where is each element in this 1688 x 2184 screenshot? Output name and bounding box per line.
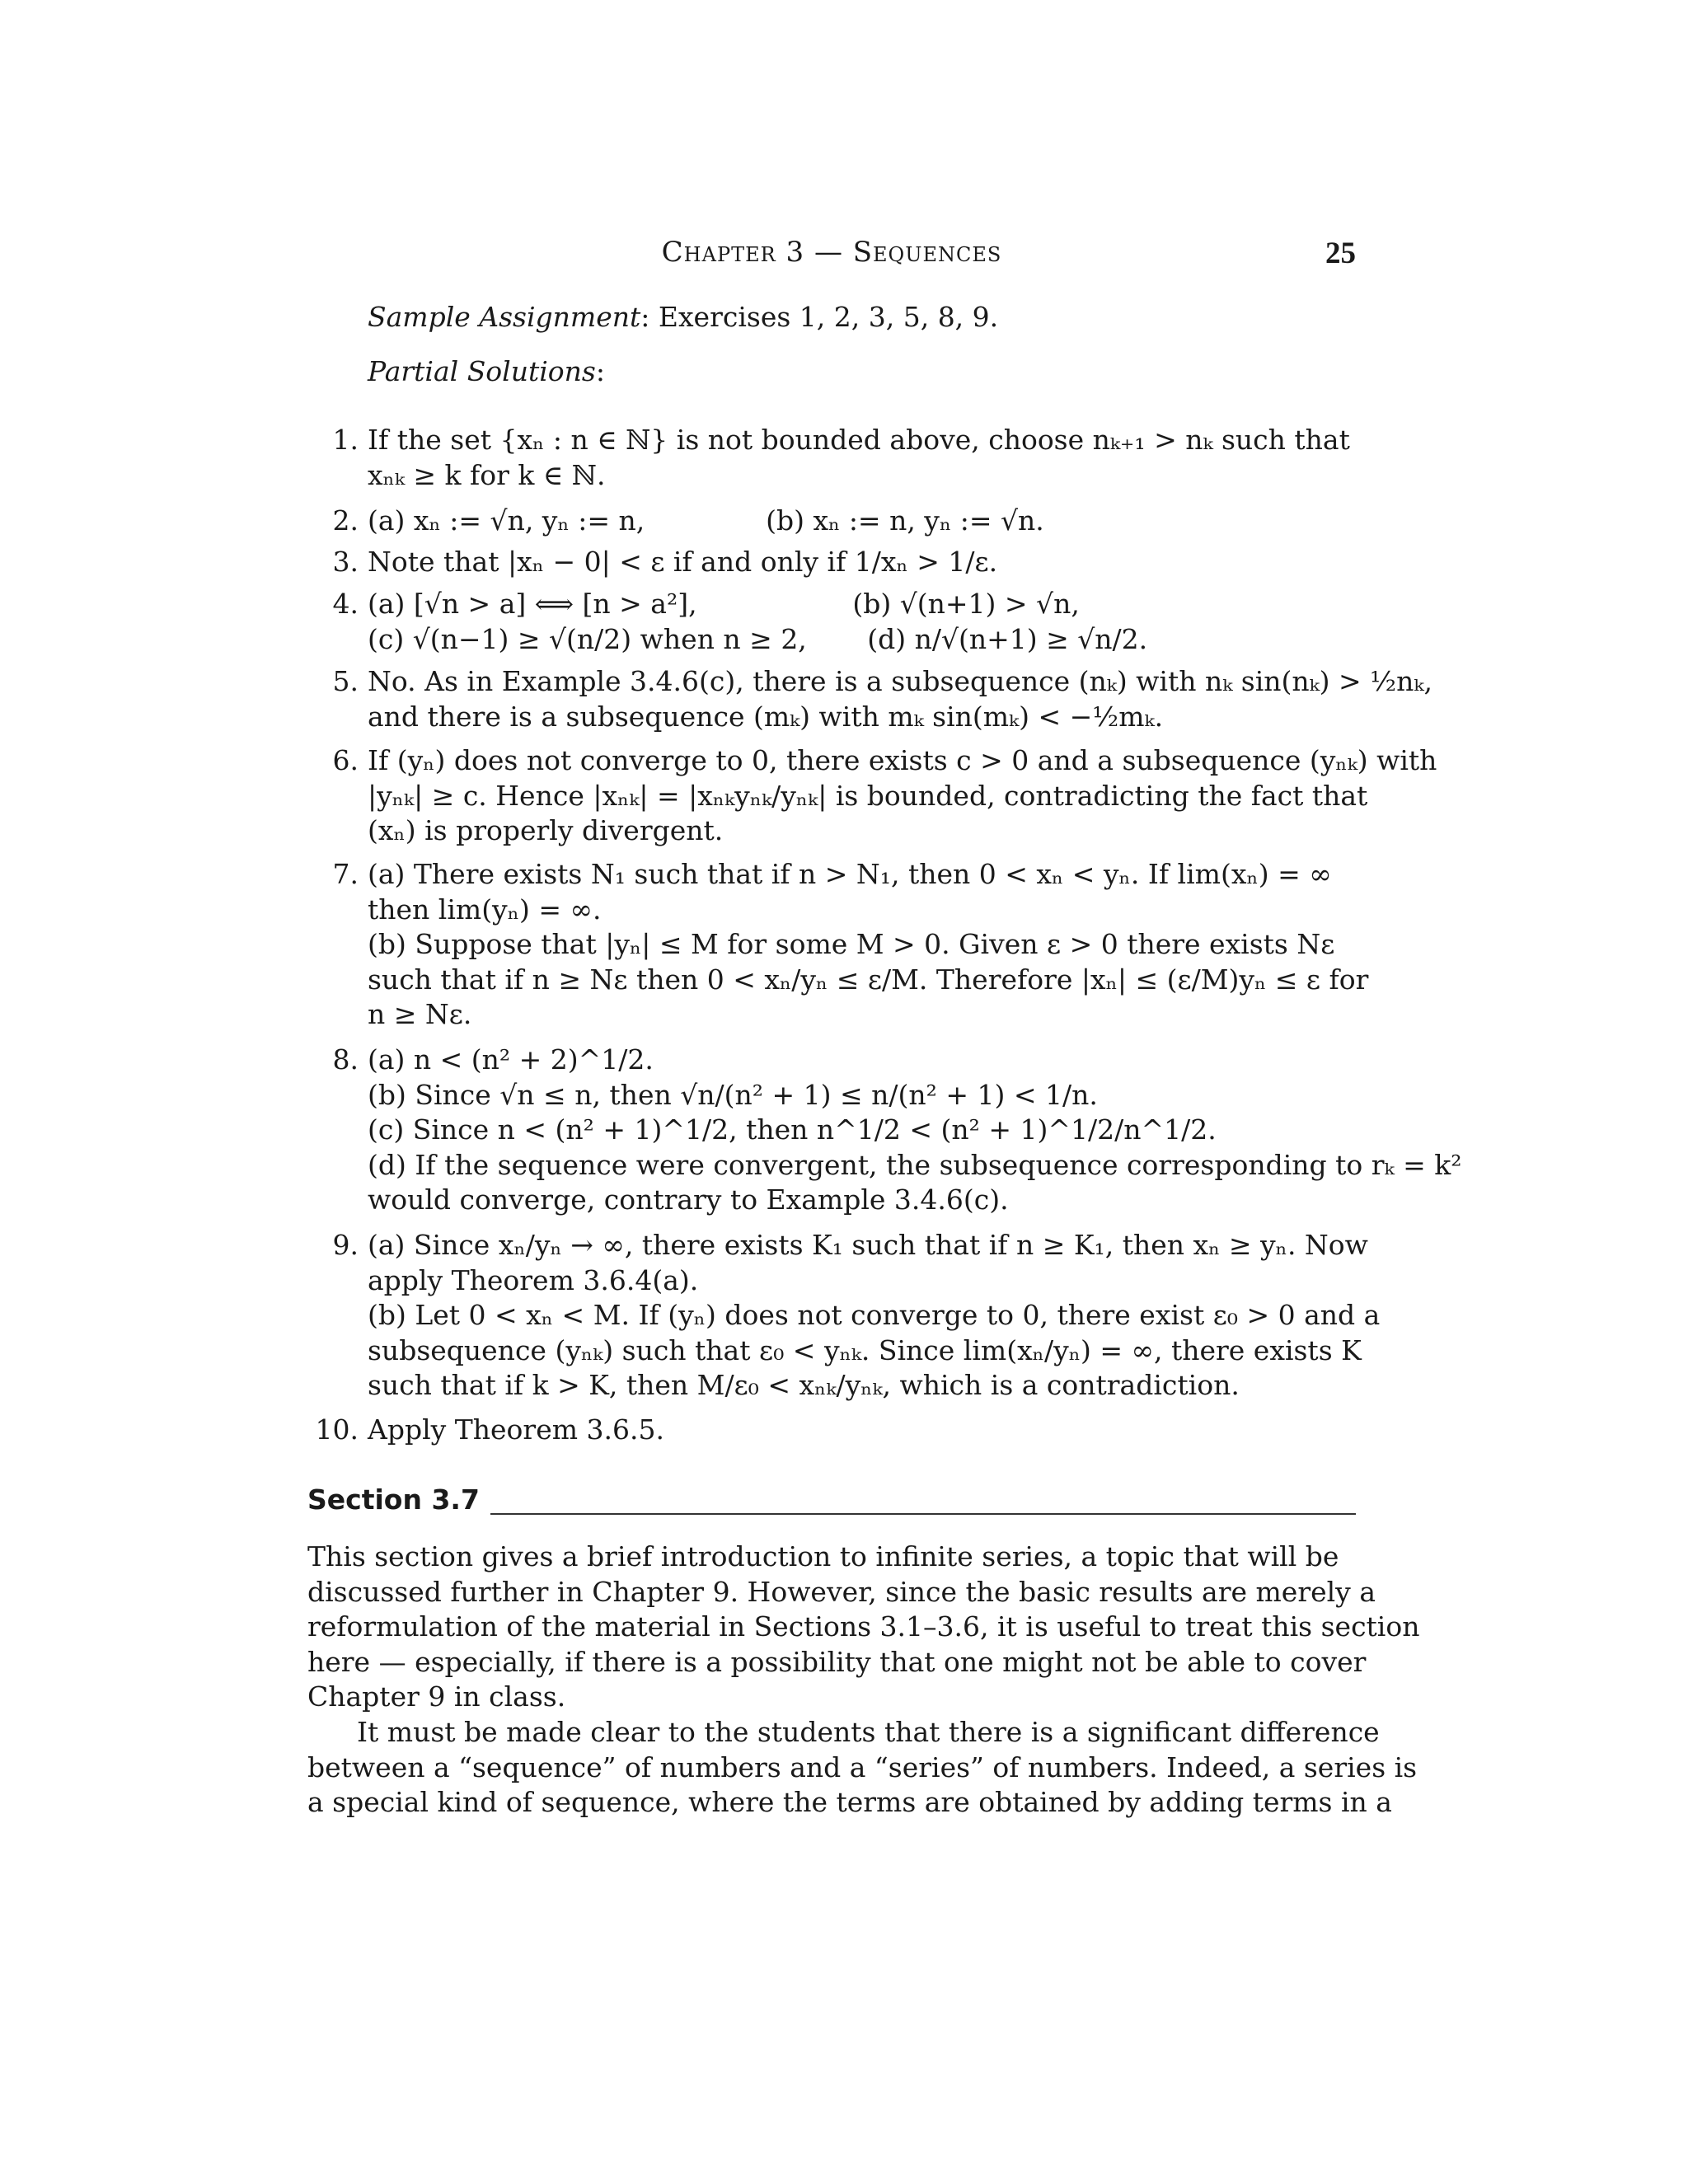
section-heading: Section 3.7 bbox=[307, 1483, 480, 1516]
exercise-line: (xₙ) is properly divergent. bbox=[368, 814, 724, 846]
exercise-line: and there is a subsequence (mₖ) with mₖ sin(mₖ) < −½mₖ. bbox=[368, 700, 1164, 733]
exercise-number: 2. bbox=[332, 504, 359, 537]
exercise-line: No. As in Example 3.4.6(c), there is a subsequence (nₖ) with nₖ sin(nₖ) > ½nₖ, bbox=[368, 665, 1432, 697]
exercise-line: If (yₙ) does not converge to 0, there exists c > 0 and a subsequence (yₙₖ) with bbox=[368, 744, 1437, 776]
paragraph-line: between a “sequence” of numbers and a “series” of numbers. Indeed, a series is bbox=[307, 1750, 1418, 1783]
exercise-body bbox=[368, 545, 1357, 580]
exercise-line: (b) Since √n ≤ n, then √n/(n² + 1) ≤ n/(n² + 1) < 1/n. bbox=[368, 1078, 1098, 1111]
paragraph-line: a special kind of sequence, where the terms are obtained by adding terms in a bbox=[307, 1786, 1392, 1819]
exercise-line: If the set {xₙ : n ∈ ℕ} is not bounded above, choose nₖ₊₁ > nₖ such that bbox=[368, 424, 1350, 456]
exercise-number: 6. bbox=[332, 744, 359, 776]
exercise-line: n ≥ Nε. bbox=[368, 998, 472, 1030]
exercise-body bbox=[368, 1043, 1462, 1218]
exercise-line: (d) If the sequence were convergent, the subsequence corresponding to rₖ = k² bbox=[368, 1148, 1462, 1181]
paragraph-line: here — especially, if there is a possibility that one might not be able to cover bbox=[307, 1645, 1367, 1678]
exercise-line: Apply Theorem 3.6.5. bbox=[368, 1413, 664, 1446]
paragraph-line: reformulation of the material in Sections 3.1–3.6, it is useful to treat this section bbox=[307, 1610, 1420, 1643]
exercise-line: (b) Let 0 < xₙ < M. If (yₙ) does not converge to 0, there exist ε₀ > 0 and a bbox=[368, 1299, 1381, 1331]
exercise-number: 3. bbox=[332, 546, 359, 578]
exercise-line: such that if k > K, then M/ε₀ < xₙₖ/yₙₖ, which is a contradiction. bbox=[368, 1369, 1240, 1401]
exercise-body bbox=[368, 664, 1432, 734]
section-paragraph bbox=[307, 1715, 1418, 1821]
exercise-line: then lim(yₙ) = ∞. bbox=[368, 893, 602, 926]
running-title: Chapter 3 — Sequences bbox=[661, 236, 1002, 269]
exercise-line: subsequence (yₙₖ) such that ε₀ < yₙₖ. Since lim(xₙ/yₙ) = ∞, there exists K bbox=[368, 1333, 1362, 1366]
section-paragraph bbox=[307, 1540, 1420, 1715]
exercise-line: would converge, contrary to Example 3.4.6(c). bbox=[368, 1183, 1009, 1216]
exercise-line: (a) xₙ := √n, yₙ := n, (b) xₙ := n, yₙ := √n. bbox=[368, 504, 1044, 537]
exercise-line: (c) √(n−1) ≥ √(n/2) when n ≥ 2, (d) n/√(n+1) ≥ √n/2. bbox=[368, 622, 1148, 655]
exercise-line: (a) Since xₙ/yₙ → ∞, there exists K₁ such that if n ≥ K₁, then xₙ ≥ yₙ. Now bbox=[368, 1229, 1368, 1261]
exercise-number: 9. bbox=[332, 1229, 359, 1261]
paragraph-line: Chapter 9 in class. bbox=[307, 1680, 566, 1713]
exercise-number: 4. bbox=[332, 588, 359, 620]
running-head bbox=[307, 236, 1356, 272]
exercise-body bbox=[368, 1228, 1381, 1404]
page-number: 25 bbox=[1325, 237, 1356, 270]
exercise-number: 8. bbox=[332, 1043, 359, 1076]
exercise-body bbox=[368, 743, 1437, 849]
exercise-line: xₙₖ ≥ k for k ∈ ℕ. bbox=[368, 458, 606, 491]
exercise-number: 10. bbox=[315, 1413, 359, 1446]
sample-assignment-label: Sample Assignment bbox=[368, 301, 641, 333]
exercise-line: (a) There exists N₁ such that if n > N₁, then 0 < xₙ < yₙ. If lim(xₙ) = ∞ bbox=[368, 858, 1332, 890]
partial-solutions-colon: : bbox=[595, 355, 605, 387]
exercise-body bbox=[368, 504, 1357, 539]
section-rule bbox=[490, 1513, 1356, 1515]
exercise-body bbox=[368, 423, 1357, 493]
exercise-line: (c) Since n < (n² + 1)^1/2, then n^1/2 < (n² + 1)^1/2/n^1/2. bbox=[368, 1113, 1217, 1146]
partial-solutions bbox=[368, 354, 605, 389]
exercise-body bbox=[368, 857, 1369, 1033]
exercise-body bbox=[368, 1413, 1357, 1448]
sample-assignment bbox=[368, 300, 998, 335]
exercise-number: 5. bbox=[332, 665, 359, 697]
exercise-line: (a) [√n > a] ⟺ [n > a²], (b) √(n+1) > √n, bbox=[368, 588, 1080, 620]
exercise-line: such that if n ≥ Nε then 0 < xₙ/yₙ ≤ ε/M. Therefore |xₙ| ≤ (ε/M)yₙ ≤ ε for bbox=[368, 963, 1369, 996]
sample-assignment-text: : Exercises 1, 2, 3, 5, 8, 9. bbox=[640, 301, 999, 333]
exercise-line: apply Theorem 3.6.4(a). bbox=[368, 1263, 699, 1296]
exercise-line: |yₙₖ| ≥ c. Hence |xₙₖ| = |xₙₖyₙₖ/yₙₖ| is bounded, contradicting the fact that bbox=[368, 779, 1368, 812]
partial-solutions-label: Partial Solutions bbox=[368, 355, 596, 387]
exercise-line: Note that |xₙ − 0| < ε if and only if 1/xₙ > 1/ε. bbox=[368, 546, 998, 578]
exercise-line: (a) n < (n² + 2)^1/2. bbox=[368, 1043, 654, 1076]
paragraph-line: It must be made clear to the students that there is a significant difference bbox=[357, 1716, 1380, 1748]
exercise-line: (b) Suppose that |yₙ| ≤ M for some M > 0. Given ε > 0 there exists Nε bbox=[368, 928, 1335, 960]
exercise-number: 1. bbox=[332, 424, 359, 456]
paragraph-line: discussed further in Chapter 9. However, since the basic results are merely a bbox=[307, 1575, 1376, 1608]
exercise-number: 7. bbox=[332, 858, 359, 890]
paragraph-line: This section gives a brief introduction to infinite series, a topic that will be bbox=[307, 1540, 1339, 1572]
exercise-body bbox=[368, 587, 1357, 657]
